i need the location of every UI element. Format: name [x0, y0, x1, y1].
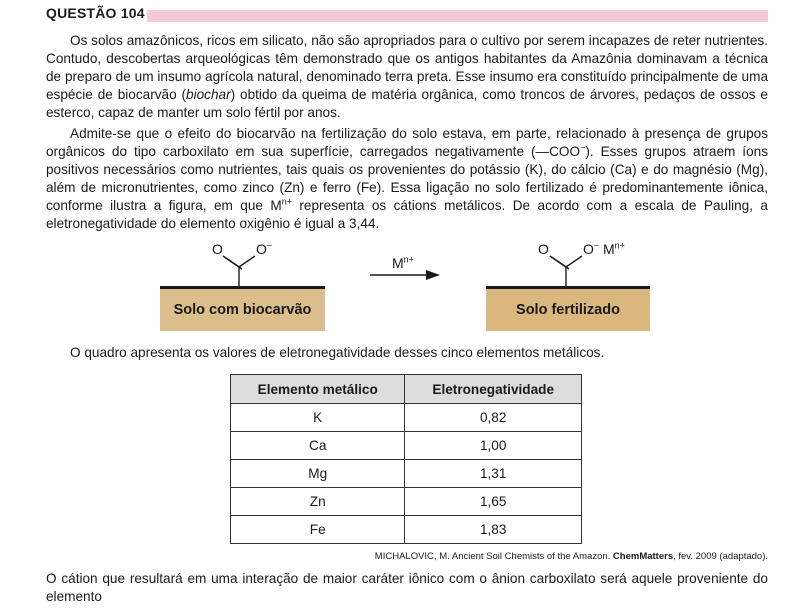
- table-row: [231, 488, 582, 516]
- carboxylate-charge-superscript: −: [580, 142, 586, 153]
- table-row: [231, 516, 582, 544]
- cell-element: Fe: [231, 516, 405, 544]
- right-cation-charge: n+: [614, 240, 625, 251]
- cell-element: Zn: [231, 488, 405, 516]
- question-header: [46, 4, 768, 22]
- paragraph-1: [46, 32, 768, 122]
- paragraph-1-italic: biochar: [186, 87, 231, 102]
- cation-charge-superscript: n+: [281, 196, 292, 207]
- table-row: [231, 404, 582, 432]
- paragraph-3-text: O quadro apresenta os valores de eletronegatividade desses cinco elementos metálicos.: [70, 345, 605, 360]
- cell-element: Ca: [231, 432, 405, 460]
- table-row: [231, 432, 582, 460]
- right-oxygen-double: O: [538, 241, 549, 257]
- fertilized-soil-block: [486, 288, 650, 331]
- header-metal: Elemento metálico: [231, 375, 405, 404]
- soil-with-biochar-label: Solo com biocarvão: [173, 301, 312, 318]
- reaction-figure: [140, 236, 660, 336]
- paragraph-2-text-a: Admite-se que o efeito do biocarvão na fertilização do solo estava, em parte, relacionado à presença de grupos orgânicos do tipo carboxilato em sua superfície, carregados negativamente (—COO: [46, 126, 768, 159]
- soil-with-biochar-block: [160, 288, 325, 331]
- paragraph-2-text-c: representa os cátions metálicos. De acordo com a escala de Pauling, a eletronegatividade do elemento oxigênio é igual a 3,44.: [46, 198, 768, 231]
- paragraph-2: [46, 125, 768, 233]
- cell-element: K: [231, 404, 405, 432]
- cell-value: 1,83: [405, 516, 582, 544]
- soil-surface-line: [160, 286, 325, 289]
- header-electronegativity: Eletronegatividade: [405, 375, 582, 404]
- paragraph-3: [46, 344, 768, 362]
- cell-value: 0,82: [405, 404, 582, 432]
- right-oxygen-single: O−: [583, 240, 600, 257]
- table-row: [231, 460, 582, 488]
- left-oxygen-double: O: [212, 241, 223, 257]
- cell-value: 1,31: [405, 460, 582, 488]
- cell-value: 1,00: [405, 432, 582, 460]
- cell-value: 1,65: [405, 488, 582, 516]
- paragraph-1-text-b: ) obtido da queima de matéria orgânica, como troncos de árvores, pedaços de ossos e esterco, capaz de manter um solo fértil por anos.: [46, 87, 768, 120]
- soil-surface-line: [486, 286, 650, 289]
- table-header-row: [231, 375, 582, 404]
- paragraph-4-text: O cátion que resultará em uma interação de maior caráter iônico com o ânion carboxilato será aquele proveniente do elemento: [46, 571, 768, 604]
- paragraph-4: [46, 570, 768, 606]
- source-citation: MICHALOVIC, M. Ancient Soil Chemists of the Amazon. ChemMatters, fev. 2009 (adaptado).: [374, 551, 768, 562]
- header-bar: [147, 10, 768, 22]
- arrow-cation-label: $M^{n+}$: [392, 254, 414, 271]
- paragraph-2-text-b: ). Esses grupos atraem íons positivos necessários como nutrientes, tais quais os provenientes do potássio (K), do cálcio (Ca) e do magnésio (Mg), além de micronutrientes, como zinco (Zn) e ferro (Fe). Essa ligação no solo fertilizado é predominantemente iônica, conforme ilustra a figura, em que M: [46, 144, 768, 213]
- question-number: QUESTÃO 104: [46, 5, 145, 21]
- source-journal: ChemMatters: [612, 551, 674, 562]
- left-oxygen-charge: −: [266, 240, 273, 251]
- arrow-cation-charge: n+: [403, 254, 414, 265]
- left-oxygen-single: O−: [256, 240, 273, 257]
- cell-element: Mg: [231, 460, 405, 488]
- fertilized-soil-label: Solo fertilizado: [516, 301, 620, 318]
- right-cation-label: $M^{n+}$: [603, 240, 625, 257]
- electronegativity-table: [230, 374, 582, 544]
- paragraph-1-text-a: Os solos amazônicos, ricos em silicato, não são apropriados para o cultivo por serem incapazes de reter nutrientes. Contudo, descobertas arqueológicas têm demonstrado que os antigos habitantes da Amazônia dominavam a técnica de preparo de um insumo agrícola natural, denominado terra preta. Esse insumo era constituído principalmente de uma espécie de biocarvão (: [46, 33, 768, 102]
- right-oxygen-charge: −: [593, 240, 600, 251]
